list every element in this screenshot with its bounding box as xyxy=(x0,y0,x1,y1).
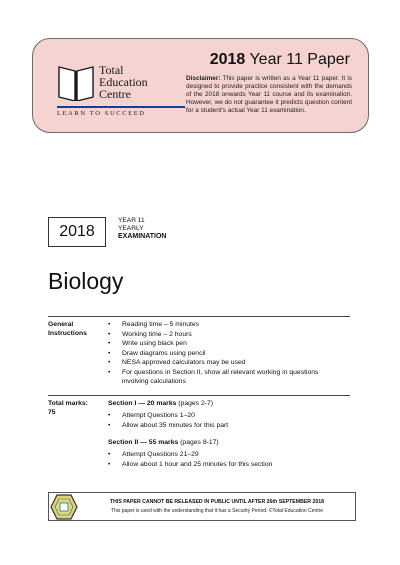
list-item: • Attempt Questions 1–20 xyxy=(108,411,328,421)
section-1-pages: (pages 2-7) xyxy=(178,400,214,407)
logo-tagline: LEARN TO SUCCEED xyxy=(57,110,146,117)
total-marks-label xyxy=(48,399,88,417)
paper-title-year: 2018 xyxy=(209,51,246,68)
total-marks-value: 75 xyxy=(48,409,56,416)
open-book-icon xyxy=(57,61,95,101)
total-marks-label-text: Total marks: xyxy=(48,400,88,407)
paper-title-rest: Year 11 Paper xyxy=(249,51,350,68)
section-2-list xyxy=(108,450,348,469)
list-item: • Reading time – 5 minutes xyxy=(108,320,328,330)
exam-year-box: 2018 xyxy=(48,217,106,247)
divider-top xyxy=(48,316,350,317)
list-item: • Attempt Questions 21–29 xyxy=(108,450,348,460)
exam-type-line-2: YEARLY xyxy=(118,225,144,232)
disclaimer-label: Disclaimer: xyxy=(186,75,221,82)
security-seal-icon xyxy=(49,493,79,521)
exam-type-line-3: EXAMINATION xyxy=(118,233,167,240)
tec-logo xyxy=(57,61,189,121)
section-2-title: Section II — 55 marks xyxy=(108,439,179,446)
list-item: • For questions in Section II, show all relevant working in questions involving calculations xyxy=(108,368,328,387)
footer-release-notice: THIS PAPER CANNOT BE RELEASED IN PUBLIC UNTIL AFTER 26th SEPTEMBER 2018 xyxy=(109,499,325,505)
logo-line-1: Total xyxy=(99,63,124,77)
exam-type-line-1: YEAR 11 xyxy=(118,217,145,224)
section-1-heading xyxy=(108,399,213,408)
list-item: • Allow about 1 hour and 25 minutes for this section xyxy=(108,460,348,470)
list-item: • Working time – 2 hours xyxy=(108,330,328,340)
exam-type xyxy=(118,217,166,241)
section-2-heading xyxy=(108,438,219,447)
security-footer xyxy=(48,492,356,521)
section-1-list xyxy=(108,411,328,430)
logo-rule xyxy=(57,106,185,108)
logo-line-2: Education xyxy=(99,75,148,89)
general-instructions-list xyxy=(108,320,328,387)
disclaimer xyxy=(186,75,352,115)
section-1-title: Section I — 20 marks xyxy=(108,400,177,407)
disclaimer-text: This paper is written as a Year 11 paper. It is designed to provide practice consistent with the demands of the 2018 onwards Year 11 course and its examination. However, we do not guarantee it predicts question content for a student's actual Year 11 examination. xyxy=(186,75,352,114)
list-item: • Allow about 35 minutes for this part xyxy=(108,421,328,431)
header-banner xyxy=(32,38,369,133)
divider-middle xyxy=(48,395,350,396)
section-2-pages: (pages 8-17) xyxy=(180,439,219,446)
list-item: • Draw diagrams using pencil xyxy=(108,349,328,359)
paper-title xyxy=(210,51,350,69)
list-item: • Write using black pen xyxy=(108,339,328,349)
general-instructions-label: General Instructions xyxy=(48,321,87,337)
footer-security-notice: This paper is used with the understanding that it has a Security Period. ©Total Education Centre xyxy=(110,508,324,514)
subject-title: Biology xyxy=(48,268,124,294)
list-item: • NESA approved calculators may be used xyxy=(108,358,328,368)
logo-line-3: Centre xyxy=(99,87,131,101)
